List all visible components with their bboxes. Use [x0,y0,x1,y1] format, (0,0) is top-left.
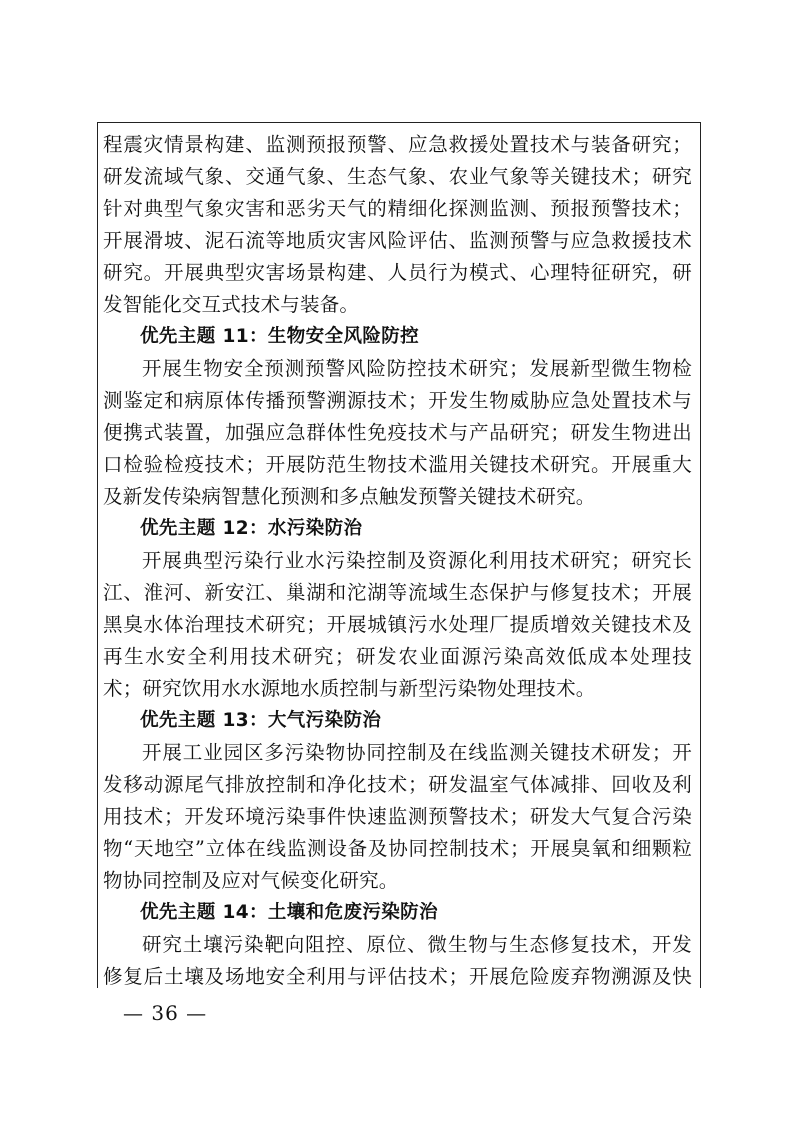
document-body [103,129,692,988]
paragraph-disaster-technology: 程震灾情景构建、监测预报预警、应急救援处置技术与装备研究；研发流域气象、交通气象、生态气象、农业气象等关键技术；研究针对典型气象灾害和恶劣天气的精细化探测监测、预报预警技术；开展滑坡、泥石流等地质灾害风险评估、监测预警与应急救援技术研究。开展典型灾害场景构建、人员行为模式、心理特征研究，研发智能化交互式技术与装备。 [103,133,692,316]
page-number: — 36 — [123,1001,208,1025]
paragraph-water-pollution: 开展典型污染行业水污染控制及资源化利用技术研究；研究长江、淮河、新安江、巢湖和沱湖等流域生态保护与修复技术；开展黑臭水体治理技术研究；开展城镇污水处理厂提质增效关键技术及再生水安全利用技术研究；研发农业面源污染高效低成本处理技术；研究饮用水水源地水质控制与新型污染物处理技术。 [103,549,692,700]
paragraph-air-pollution: 开展工业园区多污染物协同控制及在线监测关键技术研发；开发移动源尾气排放控制和净化技术；研发温室气体减排、回收及利用技术；开发环境污染事件快速监测预警技术；研发大气复合污染物“天地空”立体在线监测设备及协同控制技术；开展臭氧和细颗粒物协同控制及应对气候变化研究。 [103,741,692,892]
heading-priority-topic-12: 优先主题 12：水污染防治 [140,518,363,539]
paragraph-biosafety: 开展生物安全预测预警风险防控技术研究；发展新型微生物检测鉴定和病原体传播预警溯源技术；开发生物威胁应急处置技术与便携式装置，加强应急群体性免疫技术与产品研究；研发生物进出口检验检疫技术；开展防范生物技术滥用关键技术研究。开展重大及新发传染病智慧化预测和多点触发预警关键技术研究。 [103,357,692,508]
heading-priority-topic-14: 优先主题 14：土壤和危废污染防治 [140,902,438,923]
heading-priority-topic-13: 优先主题 13：大气污染防治 [140,710,382,731]
document-frame [97,122,701,988]
heading-priority-topic-11: 优先主题 11：生物安全风险防控 [140,326,420,347]
paragraph-soil-hazardous-waste: 研究土壤污染靶向阻控、原位、微生物与生态修复技术，开发修复后土壤及场地安全利用与评估技术；开展危险废弃物溯源及快 [103,933,692,988]
